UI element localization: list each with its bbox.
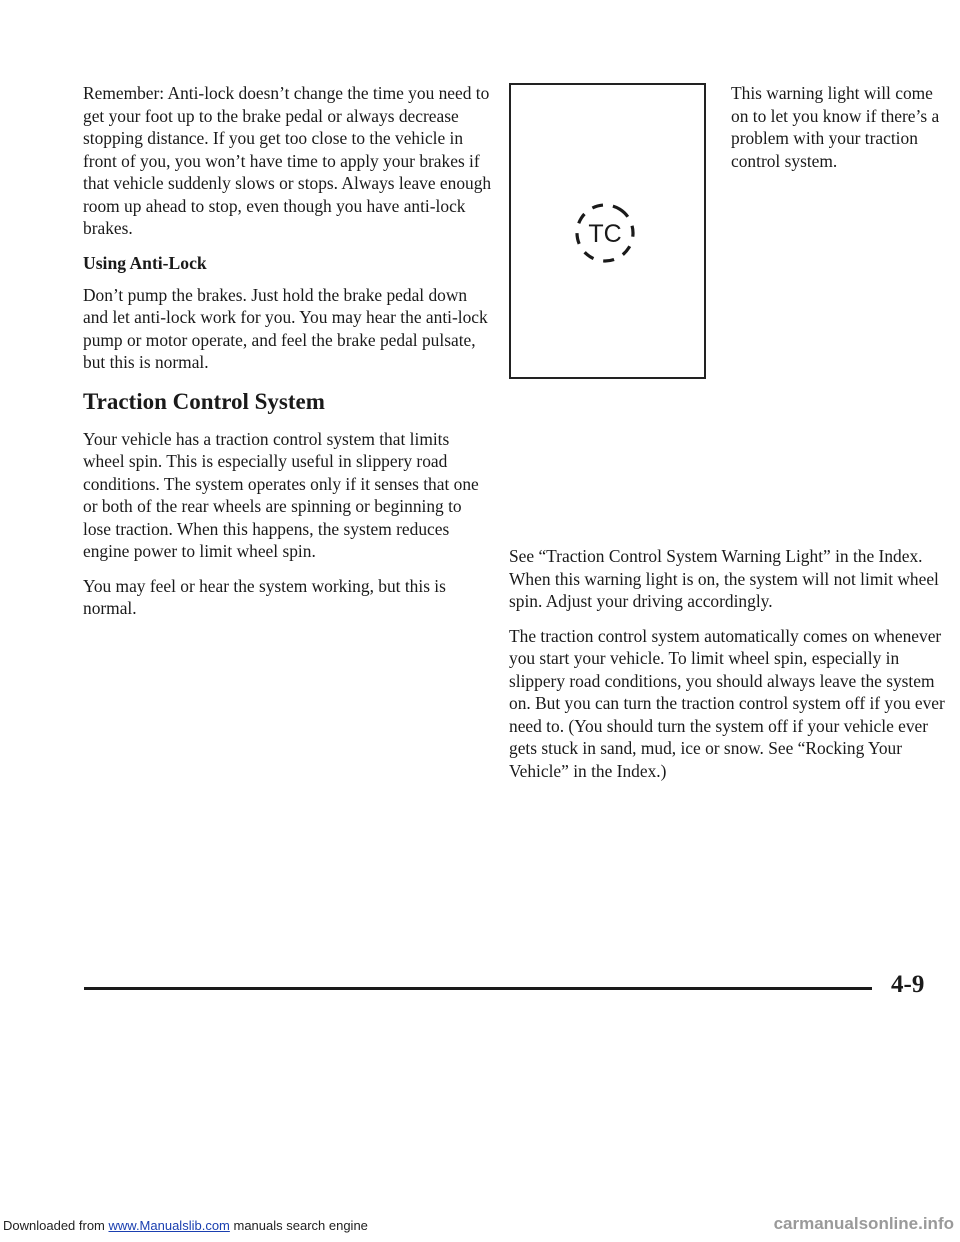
warning-light-description-text: This warning light will come on to let you know if there’s a problem with your traction control system.	[731, 83, 940, 171]
traction-control-warning-light-icon	[511, 85, 704, 377]
download-prefix: Downloaded from	[3, 1218, 109, 1233]
footer-rule	[84, 987, 872, 990]
traction-control-normal-paragraph: You may feel or hear the system working, but this is normal.	[83, 575, 446, 618]
warning-light-illustration	[509, 83, 706, 379]
warning-light-reference-paragraph: See “Traction Control System Warning Light” in the Index. When this warning light is on, the system will not limit wheel spin. Adjust your driving accordingly.	[509, 546, 939, 611]
tc-icon-label: TC	[588, 220, 622, 248]
download-source-banner	[3, 1218, 368, 1233]
left-column	[83, 82, 493, 632]
warning-light-description	[731, 82, 946, 172]
traction-control-operation-paragraph: The traction control system automatically comes on whenever you start your vehicle. To limit wheel spin, especially in slippery road conditions, you should always leave the system on. But you can turn the traction control system off if you ever need to. (You should turn the system off if your vehicle ever gets stuck in sand, mud, ice or snow. See “Rocking Your Vehicle” in the Index.)	[509, 625, 945, 781]
download-suffix: manuals search engine	[229, 1218, 368, 1233]
traction-control-heading: Traction Control System	[83, 388, 325, 414]
manualslib-link[interactable]: www.Manualslib.com	[108, 1218, 230, 1233]
anti-lock-reminder-paragraph: Remember: Anti-lock doesn’t change the time you need to get your foot up to the brake pedal or always decrease stopping distance. If you get too close to the vehicle in front of you, you won’t have time to apply your brakes if that vehicle suddenly slows or stops. Always leave enough room up ahead to stop, even though you have anti-lock brakes.	[83, 83, 492, 238]
anti-lock-usage-paragraph: Don’t pump the brakes. Just hold the brake pedal down and let anti-lock work for you. You may hear the anti-lock pump or motor operate, and feel the brake pedal pulsate, but this is normal.	[83, 284, 488, 372]
right-column	[509, 545, 949, 794]
page-number: 4-9	[891, 971, 925, 998]
traction-control-intro-paragraph: Your vehicle has a traction control system that limits wheel spin. This is especially useful in slippery road conditions. The system operates only if it senses that one or both of the rear wheels are spinning or beginning to lose traction. When this happens, the system reduces engine power to limit wheel spin.	[83, 428, 479, 561]
using-anti-lock-heading: Using Anti-Lock	[83, 252, 207, 273]
watermark: carmanualsonline.info	[773, 1214, 954, 1233]
